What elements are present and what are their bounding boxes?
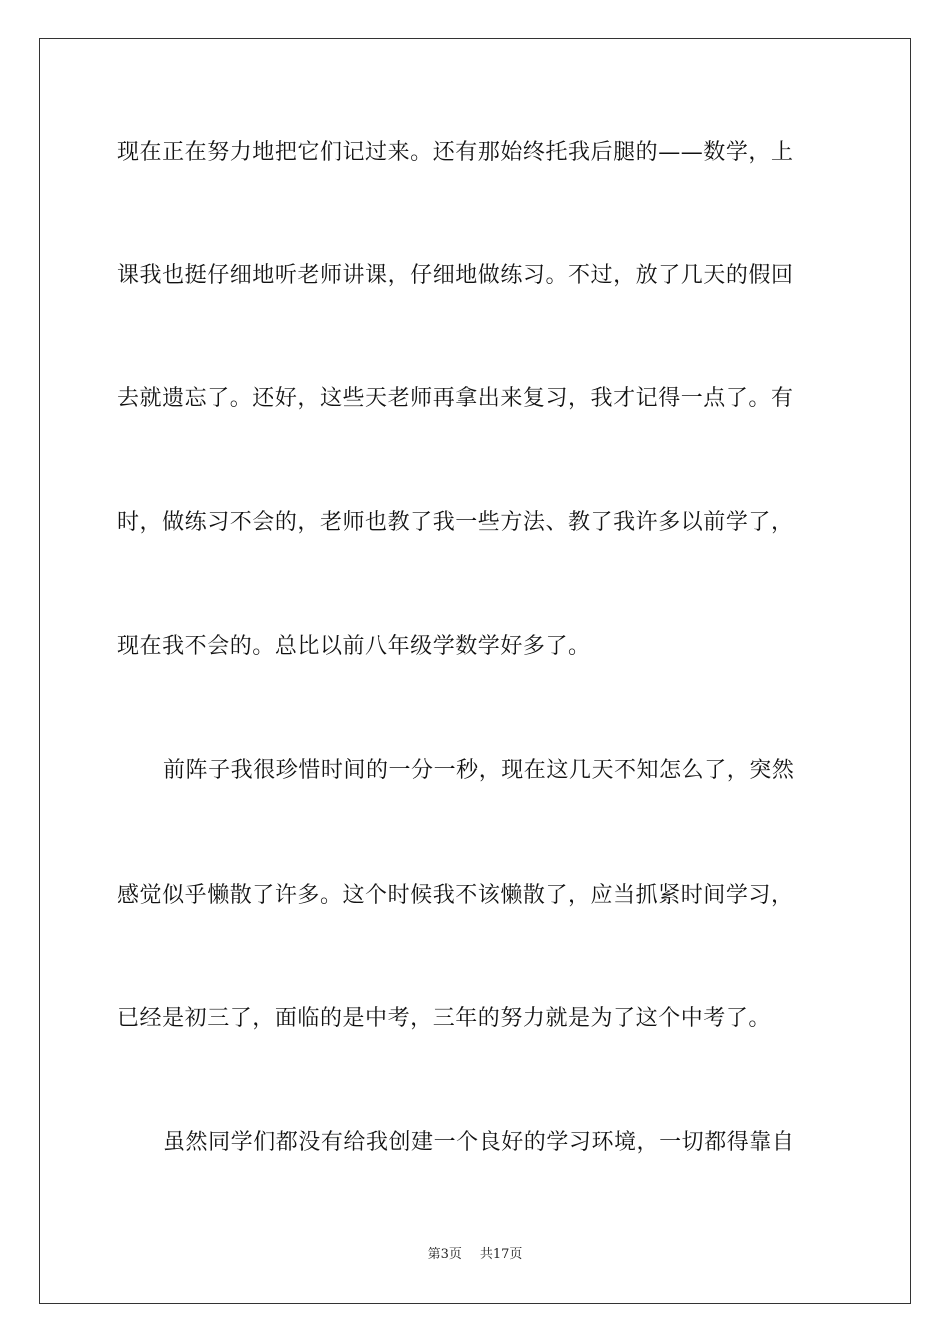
page-number: 第3页: [427, 1247, 462, 1262]
text-line: 课我也挺仔细地听老师讲课，仔细地做练习。不过，放了几天的假回: [117, 263, 794, 288]
text-line: 去就遗忘了。还好，这些天老师再拿出来复习，我才记得一点了。有: [117, 386, 794, 411]
text-line: 已经是初三了，面临的是中考，三年的努力就是为了这个中考了。: [117, 1006, 771, 1031]
text-line: 现在我不会的。总比以前八年级学数学好多了。: [117, 634, 591, 659]
paragraph-start-line: 前阵子我很珍惜时间的一分一秒，现在这几天不知怎么了，突然: [163, 758, 795, 783]
page-total: 共17页: [479, 1247, 523, 1262]
page-border: [39, 38, 911, 1304]
text-line: 感觉似乎懒散了许多。这个时候我不该懒散了，应当抓紧时间学习，: [117, 883, 794, 908]
text-line: 时，做练习不会的，老师也教了我一些方法、教了我许多以前学了，: [117, 510, 794, 535]
text-line: 现在正在努力地把它们记过来。还有那始终托我后腿的——数学，上: [117, 140, 794, 165]
paragraph-start-line: 虽然同学们都没有给我创建一个良好的学习环境，一切都得靠自: [163, 1130, 795, 1155]
page-footer: [0, 1245, 950, 1265]
